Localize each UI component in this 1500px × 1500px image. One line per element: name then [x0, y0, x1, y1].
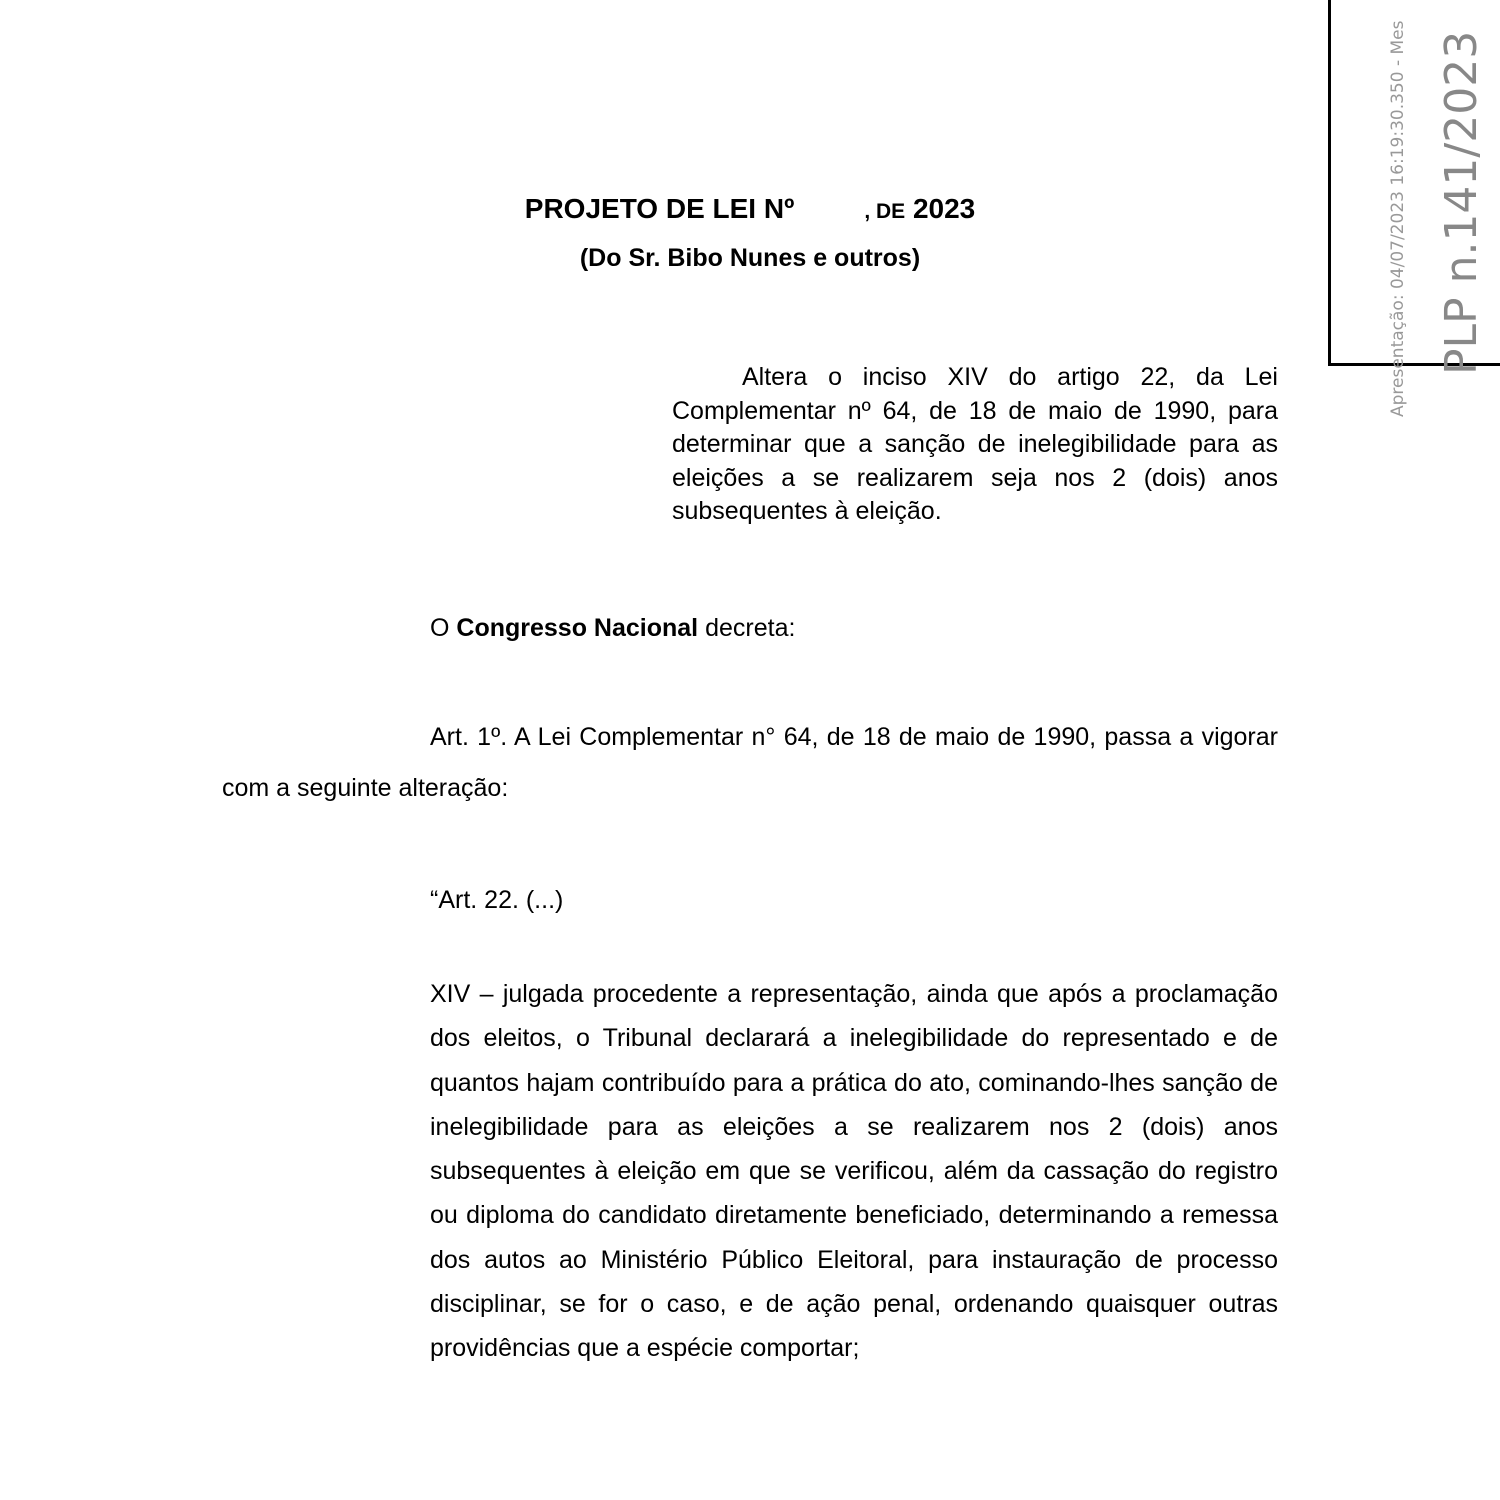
enacting-clause	[430, 614, 795, 643]
ementa: Altera o inciso XIV do artigo 22, da Lei Complementar nº 64, de 18 de maio de 1990, para determinar que a sanção de inelegibilidade para as eleições a se realizarem seja nos 2 (dois) anos subsequentes à eleição.	[672, 363, 1278, 526]
document-title	[0, 193, 1500, 225]
document-author: (Do Sr. Bibo Nunes e outros)	[579, 244, 921, 272]
article-22-heading: “Art. 22. (...)	[430, 886, 564, 914]
title-prefix: PROJETO DE LEI Nº	[524, 193, 795, 224]
decreta-bold: Congresso Nacional	[456, 614, 699, 642]
bill-number-stamp: PLP n.141/2023	[1436, 30, 1487, 375]
article-1: Art. 1º. A Lei Complementar n° 64, de 18 de maio de 1990, passa a vigorar com a seguinte alteração:	[222, 723, 1278, 802]
presentation-stamp: Apresentação: 04/07/2023 16:19:30.350 - Mes	[1388, 20, 1408, 417]
title-de: , DE	[864, 200, 906, 223]
item-xiv: XIV – julgada procedente a representação, ainda que após a proclamação dos eleitos, o Tribunal declarará a inelegibilidade do representado e de quantos hajam contribuído para a prática do ato, cominando-lhes sanção de inelegibilidade para as eleições a se realizarem nos 2 (dois) anos subsequentes à eleição em que se verificou, além da cassação do registro ou diploma do candidato diretamente beneficiado, determinando a remessa dos autos ao Ministério Público Eleitoral, para instauração de processo disciplinar, se for o caso, e de ação penal, ordenando quaisquer outras providências que a espécie comportar;	[430, 980, 1278, 1363]
title-year: 2023	[912, 193, 976, 224]
decreta-post: decreta:	[698, 614, 796, 642]
decreta-pre: O	[430, 614, 457, 642]
